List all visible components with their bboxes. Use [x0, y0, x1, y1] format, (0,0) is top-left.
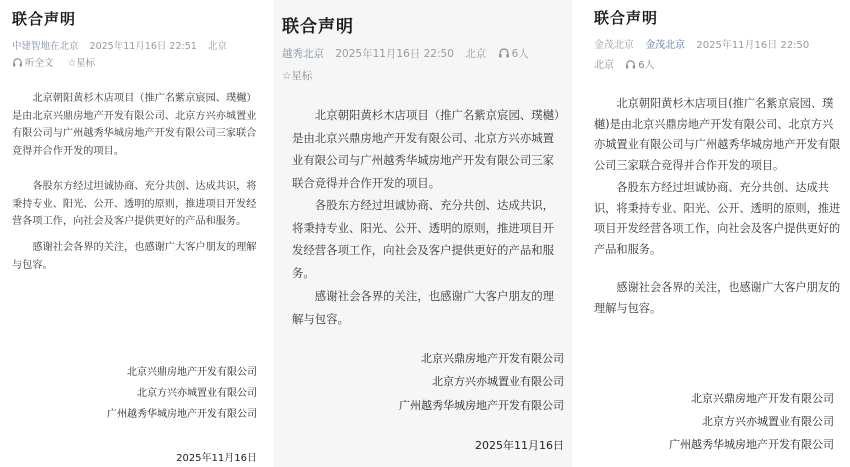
body-paragraph: 各股东方经过坦诚协商、充分共创、达成共识，将秉持专业、阳光、公开、透明的原则，推进项目开发经营各项工作，向社会及客户提供更好的产品和服务。: [12, 181, 257, 227]
publish-location: 北京: [207, 41, 227, 52]
body-paragraph: 各股东方经过坦诚协商、充分共创、达成共识，将秉持专业、阳光、公开、透明的原则，推进项目开发经营各项工作，向社会及客户提供更好的产品和服务。: [594, 181, 841, 256]
signature-company: 北京兴鼎房地产开发有限公司: [127, 367, 257, 378]
body-paragraph: 各股东方经过坦诚协商、充分共创、达成共识，将秉持专业、阳光、公开、透明的原则，推进项目开发经营各项工作，向社会及客户提供更好的产品和服务。: [292, 198, 555, 280]
signature-company: 广州越秀华城房地产开发有限公司: [107, 409, 257, 420]
article-panel-1: [0, 0, 274, 467]
article-title: 联合声明: [594, 9, 659, 27]
article-meta: [12, 38, 227, 52]
article-actions: [282, 68, 312, 83]
star-label: 星标: [291, 70, 313, 82]
article-meta: [594, 36, 809, 51]
signature-company: 北京方兴亦城置业有限公司: [432, 375, 564, 388]
statement-date: 2025年11月16日: [475, 439, 564, 452]
signature-company: 北京方兴亦城置业有限公司: [702, 415, 834, 428]
listen-label: 听全文: [25, 58, 54, 69]
star-button[interactable]: [68, 58, 96, 69]
star-button[interactable]: [282, 70, 312, 82]
signature-company: 北京兴鼎房地产开发有限公司: [691, 392, 834, 405]
signature-company: 广州越秀华城房地产开发有限公司: [399, 399, 564, 412]
signature-company: 北京方兴亦城置业有限公司: [137, 388, 257, 399]
source-account-link[interactable]: 金茂北京: [645, 40, 686, 51]
article-title: 联合声明: [12, 10, 77, 28]
source-account-link[interactable]: 中建智地在北京: [12, 41, 79, 52]
body-paragraph: 北京朝阳黄杉木店项目（推广名紫京宸园、璞樾）是由北京兴鼎房地产开发有限公司、北京方兴亦城置业有限公司与广州越秀华城房地产开发有限公司三家联合竞得并合作开发的项目。: [292, 108, 560, 190]
publish-location: 北京: [465, 48, 487, 60]
signature-company: 北京兴鼎房地产开发有限公司: [421, 352, 564, 365]
publish-location: 北京: [594, 60, 614, 71]
article-meta: [282, 46, 529, 61]
headphones-icon: [12, 57, 23, 68]
star-label: 星标: [76, 58, 96, 69]
article-panel-3: [572, 0, 850, 467]
star-icon: ☆: [282, 70, 292, 82]
listen-button[interactable]: [498, 48, 529, 60]
listener-count: 6人: [511, 48, 529, 60]
publish-datetime: 2025年11月16日 22:50: [335, 48, 454, 60]
article-actions: [594, 56, 655, 71]
source-account-link[interactable]: 越秀北京: [282, 48, 324, 60]
publish-datetime: 2025年11月16日 22:50: [696, 40, 810, 51]
body-paragraph: 感谢社会各界的关注，也感谢广大客户朋友的理解与包容。: [12, 242, 257, 271]
star-icon: ☆: [67, 58, 77, 69]
publish-datetime: 2025年11月16日 22:51: [89, 41, 197, 52]
source-label: 金茂北京: [594, 40, 634, 51]
listener-count: 6人: [638, 60, 655, 71]
body-paragraph: 感谢社会各界的关注，也感谢广大客户朋友的理解与包容。: [292, 289, 555, 326]
headphones-icon: [625, 59, 636, 70]
signature-company: 广州越秀华城房地产开发有限公司: [669, 438, 834, 451]
listen-button[interactable]: [625, 60, 654, 71]
listen-button[interactable]: [12, 58, 57, 69]
body-paragraph: 北京朝阳黄杉木店项目(推广名紫京宸园、璞樾)是由北京兴鼎房地产开发有限公司、北京方兴亦城置业有限公司与广州越秀华城房地产开发有限公司三家联合竞得并合作开发的项目。: [594, 97, 841, 172]
article-title: 联合声明: [282, 17, 354, 37]
body-paragraph: 感谢社会各界的关注，也感谢广大客户朋友的理解与包容。: [594, 281, 841, 315]
statement-date: 2025年11月16日: [176, 453, 257, 464]
body-paragraph: 北京朝阳黄杉木店项目（推广名紫京宸园、璞樾）是由北京兴鼎房地产开发有限公司、北京方兴亦城置业有限公司与广州越秀华城房地产开发有限公司三家联合竞得并合作开发的项目。: [12, 93, 257, 157]
headphones-icon: [498, 47, 510, 59]
article-actions: [12, 55, 95, 69]
article-panel-2: [274, 0, 572, 467]
